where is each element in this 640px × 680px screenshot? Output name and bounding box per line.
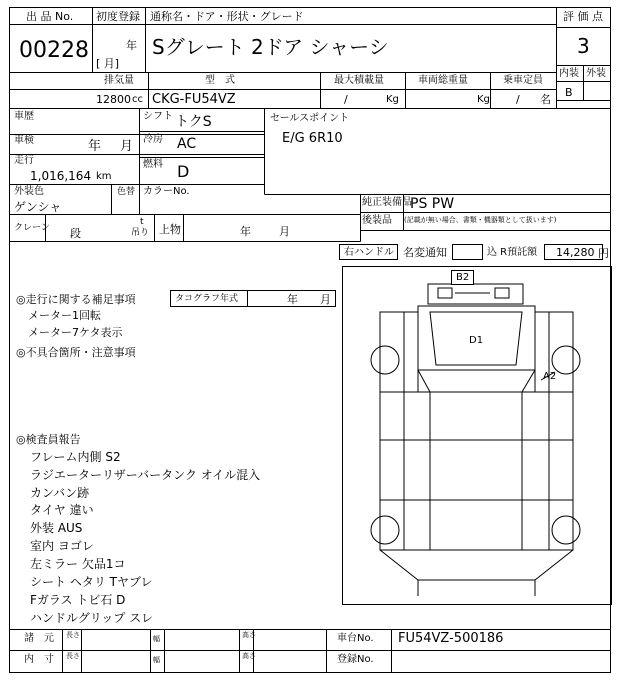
max-load-label: 最大積載量 xyxy=(334,75,384,86)
inspector-item: 室内 ヨゴレ xyxy=(30,539,94,553)
exterior-color: ゲンシャ xyxy=(14,200,62,214)
chassis-number: FU54VZ-500186 xyxy=(398,631,504,646)
registration-year-mark: 年 xyxy=(126,39,137,52)
specs-label: 諸 元 xyxy=(24,633,54,644)
supplement-item: メーター1回転 xyxy=(28,309,101,322)
fuel: D xyxy=(177,162,190,181)
exterior-label: 外装 xyxy=(586,68,606,79)
chassis-number-label: 車台No. xyxy=(337,633,374,644)
exterior-color-label: 外装色 xyxy=(14,186,44,197)
lot-number: 00228 xyxy=(19,38,89,63)
inspector-item: シート ヘタリ Tヤブレ xyxy=(30,575,153,589)
diagram-mark-d1: D1 xyxy=(469,335,484,346)
recycle-amount: 14,280 xyxy=(556,246,595,259)
inspector-item: タイヤ 違い xyxy=(30,503,94,517)
interior-grade: B xyxy=(565,86,573,99)
first-registration-label: 初度登録 xyxy=(96,10,140,23)
width-label: 幅 xyxy=(153,656,160,664)
right-hand-drive: 右ハンドル xyxy=(344,247,394,258)
lot-number-label: 出 品 No. xyxy=(26,10,74,23)
color-number-label: カラーNo. xyxy=(143,186,190,197)
inspector-item: 外装 AUS xyxy=(30,521,83,535)
inspector-item: ハンドルグリップ スレ xyxy=(30,611,154,625)
genuine-equipment: PS PW xyxy=(410,196,455,212)
diagram-mark-b2: B2 xyxy=(451,270,474,285)
superstructure-year: 年 xyxy=(240,225,251,238)
gross-weight-unit: Kg xyxy=(477,94,490,105)
supplement-heading: ◎走行に関する補足事項 xyxy=(16,293,136,306)
max-load-separator: / xyxy=(344,93,348,106)
shift: トクS xyxy=(175,114,212,130)
aftermarket-label: 後装品 xyxy=(362,215,392,226)
model-code-label: 型 式 xyxy=(205,75,235,86)
aftermarket-note: (記載が無い場合、書類・機器類として扱います) xyxy=(404,216,557,224)
tachograph-label: タコグラフ年式 xyxy=(175,294,239,304)
inspector-item: 左ミラー 欠品1コ xyxy=(30,557,126,571)
superstructure-month: 月 xyxy=(279,225,290,238)
capacity-label: 乗車定員 xyxy=(503,75,543,86)
crane-stage: 段 xyxy=(70,227,81,240)
registration-number-label: 登録No. xyxy=(337,654,374,665)
height-label: 高さ xyxy=(242,652,256,660)
max-load-unit: Kg xyxy=(386,94,399,105)
history-label: 車歴 xyxy=(14,111,34,122)
superstructure-label: 上物 xyxy=(159,223,181,236)
diagram-mark-a2: A2 xyxy=(543,371,557,382)
shift-label: シフト xyxy=(143,111,173,122)
mileage-unit: km xyxy=(96,171,112,182)
capacity-separator: / xyxy=(516,93,520,106)
displacement: 12800 xyxy=(96,93,131,106)
displacement-label: 排気量 xyxy=(104,75,134,86)
score-label: 評 価 点 xyxy=(563,10,603,23)
crane-ton: t xyxy=(140,217,144,227)
genuine-equipment-label: 純正装備品 xyxy=(362,197,412,208)
fuel-label: 燃料 xyxy=(143,159,163,170)
inspector-heading: ◎検査員報告 xyxy=(16,433,81,446)
inspection-year: 年 xyxy=(88,139,102,154)
tachograph-year: 年 xyxy=(287,293,298,306)
interior-label: 内装 xyxy=(559,68,579,79)
diagram-frame xyxy=(343,267,612,605)
inspector-item: ラジエーターリザーバータンク オイル混入 xyxy=(30,468,261,482)
vehicle-name: Sグレート 2ドア シャーシ xyxy=(152,35,389,59)
mileage: 1,016,164 xyxy=(30,169,92,183)
length-label: 長さ xyxy=(66,652,80,660)
inspector-item: カンバン跡 xyxy=(30,486,90,500)
sales-point-label: セールスポイント xyxy=(270,113,350,124)
ac-label: 冷房 xyxy=(143,134,163,145)
name-change-label: 名変通知 xyxy=(403,246,447,259)
model-code: CKG-FU54VZ xyxy=(152,92,236,107)
defects-heading: ◎不具合箇所・注意事項 xyxy=(16,346,136,359)
capacity-unit: 名 xyxy=(540,93,551,106)
tachograph-month: 月 xyxy=(320,293,331,306)
height-label: 高さ xyxy=(242,631,256,639)
recycle-unit: 円 xyxy=(598,247,609,260)
length-label: 長さ xyxy=(66,631,80,639)
gross-weight-label: 車両総重量 xyxy=(418,75,468,86)
color-change-mark: 色替 xyxy=(117,187,136,197)
recycle-deposit-label: 込 R預託額 xyxy=(487,247,538,258)
mileage-label: 走行 xyxy=(14,155,34,166)
inspection-label: 車検 xyxy=(14,135,34,146)
displacement-unit: cc xyxy=(132,94,143,105)
model-grade-label: 通称名・ドア・形状・グレード xyxy=(150,10,304,23)
score: 3 xyxy=(577,34,590,58)
inner-dimensions-label: 内 寸 xyxy=(24,654,54,665)
registration-month-mark: [ 月] xyxy=(96,57,120,70)
ac: AC xyxy=(177,136,197,152)
sales-point: E/G 6R10 xyxy=(282,131,343,146)
crane-label: クレーン xyxy=(14,223,50,233)
width-label: 幅 xyxy=(153,635,160,643)
inspector-item: フレーム内側 S2 xyxy=(30,450,121,464)
inspector-item: Fガラス トビ石 D xyxy=(30,593,126,607)
crane-lift: 吊り xyxy=(131,228,150,238)
inspection-month: 月 xyxy=(120,139,134,154)
supplement-item: メーター7ケタ表示 xyxy=(28,326,123,339)
